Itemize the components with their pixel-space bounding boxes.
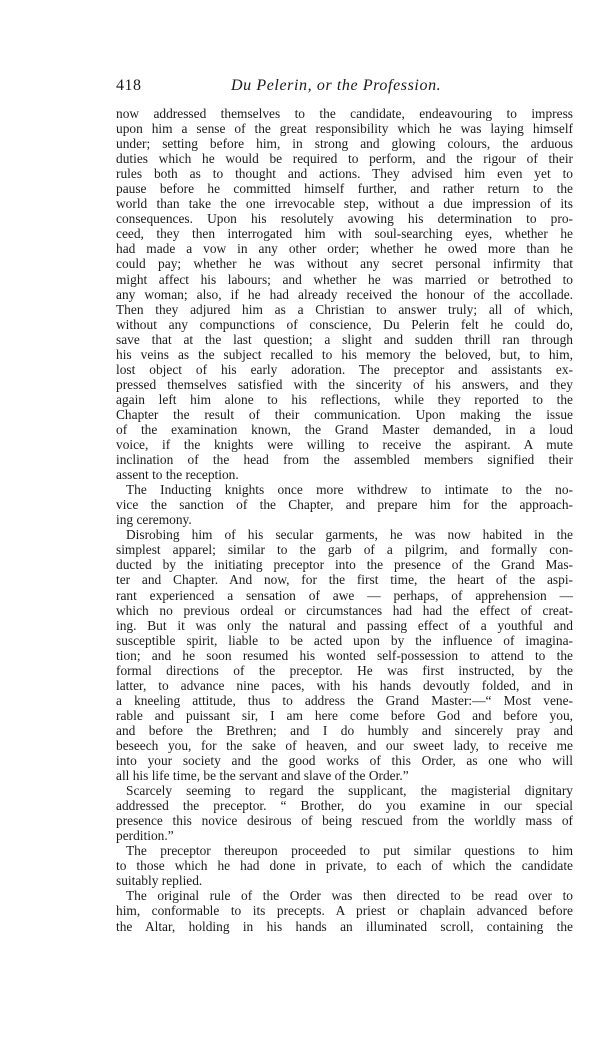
text-line: under; setting before him, in strong and glowing colours, the arduous <box>116 136 573 152</box>
text-line: world than take the one irrevocable step, without a due impression of its <box>116 196 573 212</box>
body-text <box>116 106 573 934</box>
text-line: any woman; also, if he had already received the honour of the accollade. <box>116 286 573 302</box>
text-line: consequences. Upon his resolutely avowing his determination to pro- <box>116 211 573 227</box>
text-line: The Inducting knights once more withdrew to intimate to the no- <box>126 482 573 498</box>
text-line: presence this novice desirous of being rescued from the worldly mass of <box>116 813 573 829</box>
text-line: lost object of his early adoration. The preceptor and assistants ex- <box>116 361 573 377</box>
text-line: ing. But it was only the natural and passing effect of a youthful and <box>116 617 573 633</box>
text-line: The original rule of the Order was then directed to be read over to <box>126 888 573 904</box>
text-line: latter, to advance nine paces, with his hands devoutly folded, and in <box>116 677 573 693</box>
text-line: to those which he had done in private, to each of which the candidate <box>116 858 573 874</box>
text-line: rant experienced a sensation of awe — perhaps, of apprehension — <box>116 587 573 603</box>
text-line: rules both as to thought and actions. They advised him even yet to <box>116 166 573 182</box>
text-line: Disrobing him of his secular garments, he was now habited in the <box>126 527 573 543</box>
text-line: a kneeling attitude, thus to address the Grand Master:—“ Most vene- <box>116 692 573 708</box>
text-line: addressed the preceptor. “ Brother, do you examine in our special <box>116 798 573 814</box>
text-line: inclination of the head from the assembled members signified their <box>116 452 573 468</box>
text-line: Scarcely seeming to regard the supplicant, the magisterial dignitary <box>126 783 573 799</box>
text-line: rable and puissant sir, I am here come before God and before you, <box>116 707 573 723</box>
text-line: might affect his labours; and whether he was married or betrothed to <box>116 271 573 287</box>
text-line: pressed themselves satisfied with the sincerity of his answers, and they <box>116 376 573 392</box>
text-line: ceed, they then interrogated him with soul-searching eyes, whether he <box>116 226 573 242</box>
text-line: voice, if the knights were willing to receive the aspirant. A mute <box>116 437 573 453</box>
text-line: vice the sanction of the Chapter, and prepare him for the approach- <box>116 497 573 513</box>
text-line: which no previous ordeal or circumstances had had the effect of creat- <box>116 602 573 618</box>
text-line: suitably replied. <box>116 873 203 889</box>
text-line: and before the Brethren; and I do humbly and sincerely pray and <box>116 722 573 738</box>
text-line: of the examination known, the Grand Master demanded, in a loud <box>116 421 573 437</box>
text-line: ducted by the initiating preceptor into the presence of the Grand Mas- <box>116 557 573 573</box>
text-line: now addressed themselves to the candidate, endeavouring to impress <box>116 106 573 121</box>
page-header <box>116 77 476 97</box>
text-line: formal directions of the preceptor. He was first instructed, by the <box>116 662 573 678</box>
text-line: save that at the last question; a slight and sudden thrill ran through <box>116 331 573 347</box>
text-line: could pay; whether he was without any secret personal infirmity that <box>116 256 573 272</box>
text-line: susceptible spirit, liable to be acted upon by the influence of imagina- <box>116 632 573 648</box>
text-line: simplest apparel; similar to the garb of a pilgrim, and formally con- <box>116 542 573 558</box>
text-line: all his life time, be the servant and slave of the Order.” <box>116 768 409 784</box>
text-line: duties which he would be required to perform, and the rigour of their <box>116 151 573 167</box>
text-line: pause before he committed himself further, and rather return to the <box>116 181 573 197</box>
text-line: into your society and the good works of this Order, as one who will <box>116 753 573 769</box>
text-line: beseech you, for the sake of heaven, and our sweet lady, to receive me <box>116 737 573 753</box>
text-line: perdition.” <box>116 828 174 844</box>
text-line: the Altar, holding in his hands an illuminated scroll, containing the <box>116 918 573 934</box>
text-line: had made a vow in any other order; whether he owed more than he <box>116 241 573 257</box>
text-line: ter and Chapter. And now, for the first time, the heart of the aspi- <box>116 572 573 588</box>
text-line: without any compunctions of conscience, Du Pelerin felt he could do, <box>116 316 573 332</box>
text-line: Chapter the result of their communication. Upon making the issue <box>116 406 573 422</box>
running-title: Du Pelerin, or the Profession. <box>231 77 442 94</box>
text-line: him, conformable to its precepts. A priest or chaplain advanced before <box>116 903 573 919</box>
page-number: 418 <box>116 77 142 94</box>
text-line: his veins as the subject recalled to his memory the beloved, but, to him, <box>116 346 573 362</box>
text-line: again left him alone to his reflections, while they reported to the <box>116 391 573 407</box>
text-line: Then they adjured him as a Christian to answer truly; all of which, <box>116 301 573 317</box>
text-line: assent to the reception. <box>116 467 239 483</box>
text-line: The preceptor thereupon proceeded to put similar questions to him <box>126 843 573 859</box>
text-line: tion; and he soon resumed his wonted self-possession to attend to the <box>116 647 573 663</box>
text-line: upon him a sense of the great responsibility which he was laying himself <box>116 121 573 137</box>
text-line: ing ceremony. <box>116 512 192 528</box>
